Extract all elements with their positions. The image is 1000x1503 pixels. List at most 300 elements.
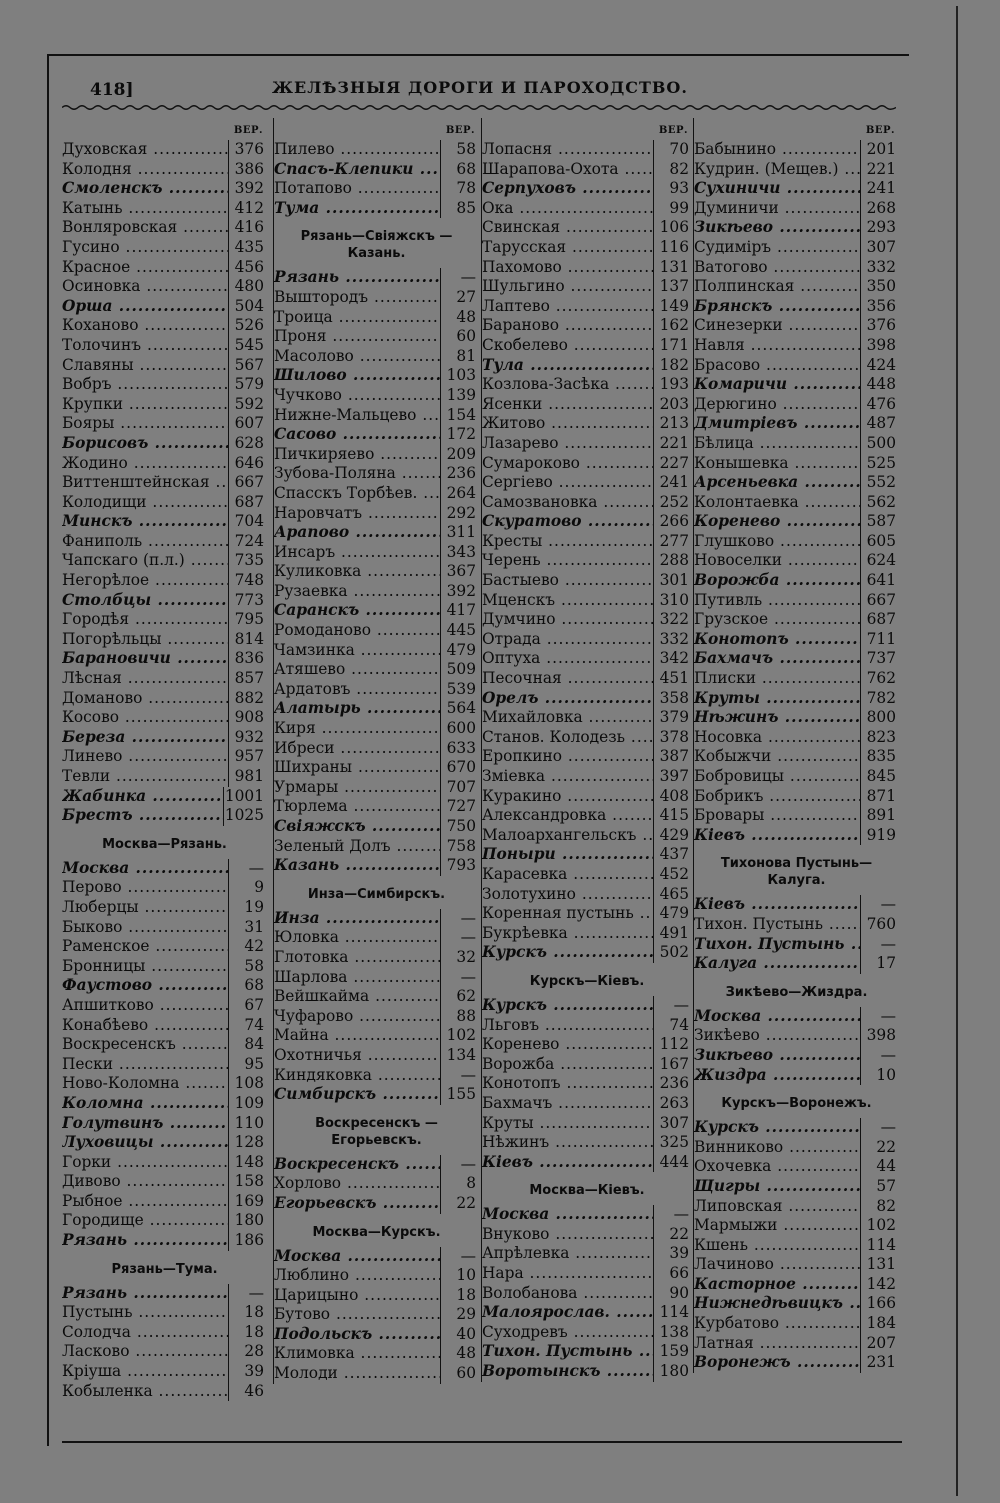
station-name: Егорьевскъ ..... xyxy=(274,1194,440,1214)
station-name: Конотопъ ..... xyxy=(482,1074,653,1094)
station-row xyxy=(274,660,479,680)
station-row xyxy=(482,787,692,807)
station-name: Колодищи ..... xyxy=(62,493,228,513)
station-row xyxy=(694,1353,899,1373)
station-name: Молоди ..... xyxy=(274,1364,440,1384)
station-distance: 325 xyxy=(653,1133,692,1153)
station-row xyxy=(694,610,899,630)
station-row xyxy=(274,425,479,445)
station-distance: 106 xyxy=(653,218,692,238)
station-row xyxy=(62,1094,267,1114)
station-name: Кобыжчи ..... xyxy=(694,747,860,767)
station-distance: 539 xyxy=(440,680,479,700)
station-name: Вонляровская ..... xyxy=(62,218,228,238)
station-distance: 32 xyxy=(440,948,479,968)
station-name: Тарусская ..... xyxy=(482,238,653,258)
station-name: Бараново ..... xyxy=(482,316,653,336)
station-name: Песочная ..... xyxy=(482,669,653,689)
station-distance: 139 xyxy=(440,386,479,406)
station-name: Зеленый Долъ ..... xyxy=(274,837,440,857)
station-name: Тюрлема ..... xyxy=(274,797,440,817)
route-title: Курскъ—Воронежъ. xyxy=(721,1096,872,1112)
station-row xyxy=(694,767,899,787)
station-name: Полпинская ..... xyxy=(694,277,860,297)
station-distance: 268 xyxy=(860,199,899,219)
route-title: Рязань—Свіяжскъ — Казань. xyxy=(300,229,453,262)
station-row xyxy=(482,885,692,905)
station-distance: — xyxy=(440,1155,479,1175)
station-distance: — xyxy=(440,968,479,988)
station-distance: — xyxy=(440,928,479,948)
station-row xyxy=(274,562,479,582)
station-distance: 452 xyxy=(653,865,692,885)
station-row xyxy=(274,719,479,739)
station-row xyxy=(694,806,899,826)
station-distance: 607 xyxy=(228,414,267,434)
station-row xyxy=(694,434,899,454)
station-name: Барановичи ..... xyxy=(62,649,228,669)
station-row xyxy=(694,1007,899,1027)
station-row xyxy=(482,924,692,944)
station-distance: 711 xyxy=(860,630,899,650)
station-distance: 112 xyxy=(653,1035,692,1055)
station-row xyxy=(274,1364,479,1384)
station-distance: 39 xyxy=(653,1244,692,1264)
station-row xyxy=(62,1323,267,1343)
station-distance: 310 xyxy=(653,591,692,611)
station-distance: 408 xyxy=(653,787,692,807)
station-row xyxy=(274,968,479,988)
station-name: Конотопъ ..... xyxy=(694,630,860,650)
station-name: Подольскъ ..... xyxy=(274,1325,440,1345)
station-row xyxy=(62,806,267,826)
station-row xyxy=(482,1133,692,1153)
station-distance: 919 xyxy=(860,826,899,846)
station-row xyxy=(62,277,267,297)
route-title: Москва—Рязань. xyxy=(102,836,227,852)
station-row xyxy=(62,689,267,709)
station-distance: 277 xyxy=(653,532,692,552)
station-row xyxy=(274,347,479,367)
station-distance: 737 xyxy=(860,649,899,669)
station-name: Зміевка ..... xyxy=(482,767,653,787)
station-row xyxy=(694,454,899,474)
station-distance: 605 xyxy=(860,532,899,552)
column-1 xyxy=(62,118,267,1401)
station-name: Апшитково ..... xyxy=(62,996,228,1016)
station-distance: 646 xyxy=(228,454,267,474)
station-row xyxy=(62,787,267,807)
station-name: Казань ..... xyxy=(274,856,440,876)
station-distance: 209 xyxy=(440,445,479,465)
station-name: Шарапова-Охота ..... xyxy=(482,160,653,180)
station-name: Ватогово ..... xyxy=(694,258,860,278)
station-distance: — xyxy=(860,895,899,915)
station-row xyxy=(482,806,692,826)
station-row xyxy=(274,909,479,929)
station-distance: 500 xyxy=(860,434,899,454)
station-distance: 451 xyxy=(653,669,692,689)
station-row xyxy=(482,140,692,160)
route-title: Москва—Кіевъ. xyxy=(529,1183,645,1199)
station-name: Хорлово ..... xyxy=(274,1174,440,1194)
station-distance: 376 xyxy=(228,140,267,160)
station-row xyxy=(694,895,899,915)
station-row xyxy=(482,179,692,199)
station-row xyxy=(274,1286,479,1306)
station-name: Коломна ..... xyxy=(62,1094,228,1114)
station-distance: 131 xyxy=(860,1255,899,1275)
station-distance: 836 xyxy=(228,649,267,669)
station-name: Сумароково ..... xyxy=(482,454,653,474)
station-name: Носовка ..... xyxy=(694,728,860,748)
station-distance: 379 xyxy=(653,708,692,728)
station-row xyxy=(482,1284,692,1304)
station-row xyxy=(62,356,267,376)
station-name: Александровка ..... xyxy=(482,806,653,826)
station-row xyxy=(62,532,267,552)
station-distance: 773 xyxy=(228,591,267,611)
station-name: Тихон. Пустынь ..... xyxy=(694,915,860,935)
station-distance: 479 xyxy=(653,904,692,924)
route-title: Москва—Курскъ. xyxy=(312,1224,441,1240)
station-distance: 22 xyxy=(440,1194,479,1214)
station-row xyxy=(694,493,899,513)
station-row xyxy=(274,856,479,876)
station-distance: 28 xyxy=(228,1342,267,1362)
station-row xyxy=(274,641,479,661)
station-distance: 437 xyxy=(653,845,692,865)
column-3 xyxy=(481,118,692,1382)
station-name: Жабинка ..... xyxy=(62,787,223,807)
route-title: Инза—Симбирскъ. xyxy=(307,886,446,902)
station-row xyxy=(694,915,899,935)
station-row xyxy=(274,1247,479,1267)
station-distance: 704 xyxy=(228,512,267,532)
station-distance: 48 xyxy=(440,308,479,328)
station-row xyxy=(482,669,692,689)
station-distance: 735 xyxy=(228,551,267,571)
station-name: Бабынино ..... xyxy=(694,140,860,160)
station-row xyxy=(274,1344,479,1364)
station-distance: 564 xyxy=(440,699,479,719)
station-distance: 57 xyxy=(860,1177,899,1197)
station-name: Бѣлица ..... xyxy=(694,434,860,454)
station-row xyxy=(694,1138,899,1158)
station-name: Куракино ..... xyxy=(482,787,653,807)
station-name: Голутвинъ ..... xyxy=(62,1114,228,1134)
station-row xyxy=(62,1153,267,1173)
station-row xyxy=(62,571,267,591)
station-name: Ново-Коломна ..... xyxy=(62,1074,228,1094)
station-name: Дерюгино ..... xyxy=(694,395,860,415)
station-row xyxy=(694,630,899,650)
station-name: Арапово ..... xyxy=(274,523,440,543)
station-name: Карасевка ..... xyxy=(482,865,653,885)
station-name: Бобровицы ..... xyxy=(694,767,860,787)
station-row xyxy=(694,277,899,297)
station-name: Кріуша ..... xyxy=(62,1362,228,1382)
station-row xyxy=(62,473,267,493)
station-name: Москва ..... xyxy=(274,1247,440,1267)
station-row xyxy=(62,898,267,918)
station-name: Жодино ..... xyxy=(62,454,228,474)
station-row xyxy=(482,160,692,180)
station-row xyxy=(694,512,899,532)
station-distance: 68 xyxy=(440,160,479,180)
station-name: Тихон. Пустынь ..... xyxy=(482,1342,653,1362)
station-distance: 137 xyxy=(653,277,692,297)
station-distance: 350 xyxy=(860,277,899,297)
station-row xyxy=(62,669,267,689)
station-name: Свіяжскъ ..... xyxy=(274,817,440,837)
station-name: Грузское ..... xyxy=(694,610,860,630)
station-name: Колонтаевка ..... xyxy=(694,493,860,513)
station-row xyxy=(482,689,692,709)
station-distance: 103 xyxy=(440,366,479,386)
station-name: Зикѣево ..... xyxy=(694,218,860,238)
station-distance: 110 xyxy=(228,1114,267,1134)
station-distance: 241 xyxy=(653,473,692,493)
station-distance: 252 xyxy=(653,493,692,513)
station-row xyxy=(62,649,267,669)
station-name: Пески ..... xyxy=(62,1055,228,1075)
page-number: 418] xyxy=(90,80,134,100)
station-row xyxy=(482,1362,692,1382)
station-row xyxy=(62,1231,267,1251)
station-row xyxy=(274,543,479,563)
station-name: Дивово ..... xyxy=(62,1172,228,1192)
station-distance: 68 xyxy=(228,976,267,996)
station-name: Думиничи ..... xyxy=(694,199,860,219)
station-distance: 221 xyxy=(653,434,692,454)
station-name: Нѣжинъ ..... xyxy=(694,708,860,728)
station-distance: 134 xyxy=(440,1046,479,1066)
station-row xyxy=(62,747,267,767)
station-name: Щигры ..... xyxy=(694,1177,860,1197)
station-name: Суходревъ ..... xyxy=(482,1323,653,1343)
station-row xyxy=(62,434,267,454)
station-name: Конышевка ..... xyxy=(694,454,860,474)
station-row xyxy=(694,954,899,974)
station-distance: 114 xyxy=(860,1236,899,1256)
station-row xyxy=(62,551,267,571)
station-row xyxy=(62,454,267,474)
station-row xyxy=(62,918,267,938)
station-name: Коренево ..... xyxy=(694,512,860,532)
station-name: Горки ..... xyxy=(62,1153,228,1173)
station-row xyxy=(62,1016,267,1036)
station-distance: 932 xyxy=(228,728,267,748)
station-row xyxy=(62,512,267,532)
station-distance: 264 xyxy=(440,484,479,504)
station-name: Бровары ..... xyxy=(694,806,860,826)
station-name: Жиздра ..... xyxy=(694,1066,860,1086)
station-name: Кіевъ ..... xyxy=(694,826,860,846)
station-name: Алатырь ..... xyxy=(274,699,440,719)
station-row xyxy=(274,386,479,406)
station-distance: — xyxy=(860,935,899,955)
station-name: Рязань ..... xyxy=(62,1284,228,1304)
station-distance: 760 xyxy=(860,915,899,935)
station-distance: 203 xyxy=(653,395,692,415)
route-title: Зикѣево—Жиздра. xyxy=(725,984,868,1000)
station-row xyxy=(274,837,479,857)
station-distance: 31 xyxy=(228,918,267,938)
station-name: Кіевъ ..... xyxy=(482,1153,653,1173)
station-distance: 307 xyxy=(860,238,899,258)
station-row xyxy=(274,366,479,386)
station-distance: 378 xyxy=(653,728,692,748)
station-row xyxy=(62,767,267,787)
station-row xyxy=(62,1362,267,1382)
station-distance: 99 xyxy=(653,199,692,219)
station-name: Еропкино ..... xyxy=(482,747,653,767)
station-distance: 18 xyxy=(228,1323,267,1343)
station-name: Урмары ..... xyxy=(274,778,440,798)
station-name: Ворожба ..... xyxy=(694,571,860,591)
station-distance: 162 xyxy=(653,316,692,336)
station-row xyxy=(694,1177,899,1197)
station-row xyxy=(482,747,692,767)
station-name: Линево ..... xyxy=(62,747,228,767)
station-distance: — xyxy=(440,268,479,288)
station-name: Кудрин. (Мещев.) ..... xyxy=(694,160,860,180)
station-distance: 186 xyxy=(228,1231,267,1251)
station-name: Раменское ..... xyxy=(62,937,228,957)
station-name: Ласково ..... xyxy=(62,1342,228,1362)
station-distance: 479 xyxy=(440,641,479,661)
station-distance: 445 xyxy=(440,621,479,641)
station-row xyxy=(694,140,899,160)
route-title: Воскресенскъ — Егорьевскъ. xyxy=(315,1115,438,1148)
station-row xyxy=(62,1303,267,1323)
station-distance: 293 xyxy=(860,218,899,238)
station-row xyxy=(694,473,899,493)
station-distance: — xyxy=(653,1205,692,1225)
station-row xyxy=(274,797,479,817)
station-row xyxy=(482,1323,692,1343)
station-row xyxy=(274,582,479,602)
station-row xyxy=(482,297,692,317)
station-distance: 27 xyxy=(440,288,479,308)
station-name: Скуратово ..... xyxy=(482,512,653,532)
station-row xyxy=(274,621,479,641)
station-row xyxy=(62,297,267,317)
station-name: Потапово ..... xyxy=(274,179,440,199)
station-name: Чамзинка ..... xyxy=(274,641,440,661)
route-title: Тихонова Пустынь— Калуга. xyxy=(720,856,873,889)
station-distance: 891 xyxy=(860,806,899,826)
station-name: Липовская ..... xyxy=(694,1197,860,1217)
route-title: Курскъ—Кіевъ. xyxy=(529,973,645,989)
station-row xyxy=(62,395,267,415)
station-name: Погорѣльцы ..... xyxy=(62,630,228,650)
station-row xyxy=(274,464,479,484)
station-distance: 567 xyxy=(228,356,267,376)
station-distance: 667 xyxy=(228,473,267,493)
station-name: Латная ..... xyxy=(694,1334,860,1354)
verst-unit-label: ВЕР. xyxy=(445,125,475,136)
station-row xyxy=(62,1055,267,1075)
station-distance: 213 xyxy=(653,414,692,434)
station-name: Шарлова ..... xyxy=(274,968,440,988)
station-distance: 687 xyxy=(860,610,899,630)
station-row xyxy=(482,1114,692,1134)
station-row xyxy=(62,160,267,180)
station-row xyxy=(694,336,899,356)
station-name: Крупки ..... xyxy=(62,395,228,415)
station-distance: 167 xyxy=(653,1055,692,1075)
station-row xyxy=(482,414,692,434)
station-name: Чучково ..... xyxy=(274,386,440,406)
ornamental-rule xyxy=(62,104,896,111)
station-row xyxy=(482,1244,692,1264)
station-distance: 48 xyxy=(440,1344,479,1364)
station-row xyxy=(482,356,692,376)
station-name: Скобелево ..... xyxy=(482,336,653,356)
station-row xyxy=(694,258,899,278)
station-distance: 823 xyxy=(860,728,899,748)
station-distance: 782 xyxy=(860,689,899,709)
station-name: Москва ..... xyxy=(482,1205,653,1225)
station-row xyxy=(482,473,692,493)
verst-unit-header xyxy=(274,118,479,140)
station-row xyxy=(482,1205,692,1225)
station-distance: 171 xyxy=(653,336,692,356)
station-distance: 62 xyxy=(440,987,479,1007)
station-distance: 367 xyxy=(440,562,479,582)
station-name: Люблино ..... xyxy=(274,1266,440,1286)
station-name: Фаниполь ..... xyxy=(62,532,228,552)
station-row xyxy=(482,571,692,591)
station-name: Орша ..... xyxy=(62,297,228,317)
station-row xyxy=(62,878,267,898)
station-name: Выштородъ ..... xyxy=(274,288,440,308)
station-row xyxy=(274,445,479,465)
station-name: Думчино ..... xyxy=(482,610,653,630)
station-name: Сухиничи ..... xyxy=(694,179,860,199)
station-distance: 159 xyxy=(653,1342,692,1362)
station-distance: 707 xyxy=(440,778,479,798)
station-row xyxy=(482,728,692,748)
station-name: Лѣсная ..... xyxy=(62,669,228,689)
station-distance: 487 xyxy=(860,414,899,434)
station-distance: 398 xyxy=(860,1026,899,1046)
station-name: Москва ..... xyxy=(694,1007,860,1027)
station-name: Лачиново ..... xyxy=(694,1255,860,1275)
station-row xyxy=(694,218,899,238)
station-row xyxy=(694,1216,899,1236)
station-row xyxy=(274,140,479,160)
station-name: Курскъ ..... xyxy=(482,943,653,963)
station-row xyxy=(482,1016,692,1036)
station-distance: 957 xyxy=(228,747,267,767)
station-distance: 624 xyxy=(860,551,899,571)
station-name: Брасово ..... xyxy=(694,356,860,376)
station-name: Пичкиряево ..... xyxy=(274,445,440,465)
station-row xyxy=(694,708,899,728)
station-row xyxy=(694,316,899,336)
station-name: Бронницы ..... xyxy=(62,957,228,977)
station-distance: — xyxy=(440,1066,479,1086)
station-distance: 102 xyxy=(860,1216,899,1236)
station-distance: 158 xyxy=(228,1172,267,1192)
station-row xyxy=(274,1046,479,1066)
station-row xyxy=(694,669,899,689)
station-name: Волобанова ..... xyxy=(482,1284,653,1304)
station-distance: 857 xyxy=(228,669,267,689)
